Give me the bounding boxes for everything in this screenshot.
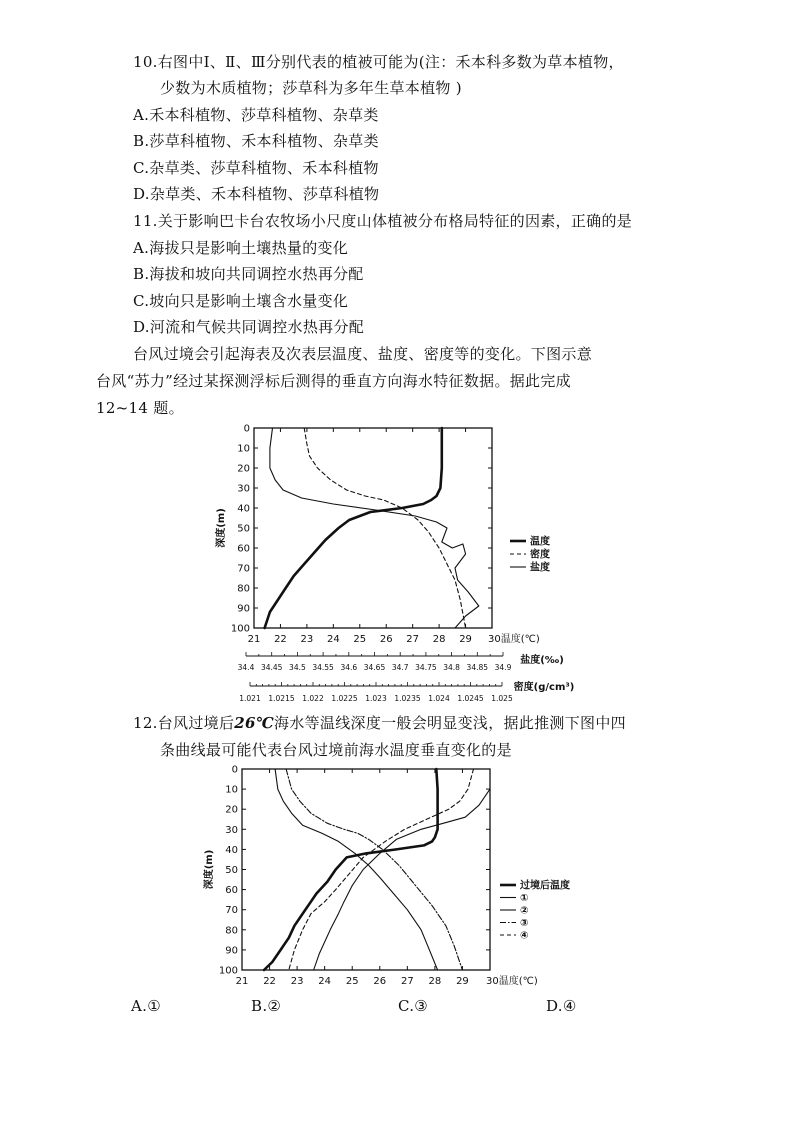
density-tick-label: 1.021: [239, 694, 261, 703]
density-tick-label: 1.024: [428, 694, 450, 703]
salinity-tick-label: 34.55: [312, 663, 334, 672]
density-tick-label: 1.023: [365, 694, 387, 703]
density-tick-label: 1.0245: [457, 694, 484, 703]
salinity-tick-label: 34.65: [363, 663, 386, 672]
q11-option-b: B.海拔和坡向共同调控水热再分配: [133, 265, 364, 283]
salinity-tick-label: 34.85: [466, 663, 489, 672]
y-tick-label: 80: [237, 583, 250, 595]
x-tick-label: 28: [432, 634, 446, 645]
y-tick-label: 60: [225, 885, 238, 897]
q11-option-d: D.河流和气候共同调控水热再分配: [133, 318, 365, 336]
series-line-5: [289, 769, 474, 970]
legend-label: ①: [520, 893, 529, 904]
salinity-axis-label: 盐度(‰): [520, 655, 564, 666]
y-tick-label: 30: [237, 483, 250, 495]
y-tick-label: 40: [225, 844, 238, 856]
density-tick-label: 1.0225: [331, 694, 358, 703]
q11-stem: 11.关于影响巴卡台农牧场小尺度山体植被分布格局特征的因素，正确的是: [133, 212, 633, 230]
x-tick-label: 28: [428, 976, 442, 987]
x-axis-label: 30温度(℃): [488, 634, 540, 645]
y-tick-label: 50: [237, 523, 250, 535]
density-tick-label: 1.0235: [394, 694, 421, 703]
legend-label: 密度: [530, 549, 550, 561]
q12-option-c: C.③: [398, 997, 429, 1015]
x-tick-label: 27: [400, 976, 414, 987]
density-axis-label: 密度(g/cm³): [513, 682, 575, 693]
y-tick-label: 20: [225, 804, 238, 816]
x-tick-label: 25: [353, 634, 367, 645]
x-axis-label: 30温度(℃): [486, 976, 538, 987]
q10-option-b: B.莎草科植物、禾本科植物、杂草类: [133, 132, 379, 150]
series-line-4: [286, 769, 462, 970]
q11-option-a: A.海拔只是影响土壤热量的变化: [133, 239, 349, 257]
y-tick-label: 50: [225, 865, 238, 876]
q12-option-b: B.②: [251, 997, 282, 1015]
x-tick-label: 21: [235, 976, 249, 987]
y-tick-label: 40: [237, 503, 250, 515]
salinity-tick-label: 34.5: [289, 663, 306, 672]
x-tick-label: 26: [379, 634, 393, 645]
q10-option-c: C.杂草类、莎草科植物、禾本科植物: [133, 159, 379, 177]
legend-label: 温度: [530, 536, 550, 548]
legend-label: ②: [520, 905, 529, 917]
salinity-tick-label: 34.7: [391, 663, 409, 672]
salinity-tick-label: 34.8: [443, 663, 460, 672]
y-tick-label: 60: [237, 543, 250, 555]
q12-stem-post: 海水等温线深度一般会明显变浅，据此推测下图中四: [274, 714, 626, 732]
plot-frame: [242, 769, 490, 970]
salinity-tick-label: 34.45: [260, 663, 283, 672]
series-line-3: [314, 789, 490, 970]
legend-label: 过境后温度: [520, 880, 570, 892]
density-tick-label: 1.022: [302, 694, 324, 703]
y-axis-label: 深度(m): [216, 508, 227, 548]
x-tick-label: 24: [318, 976, 332, 987]
y-tick-label: 0: [243, 423, 250, 435]
y-tick-label: 0: [231, 764, 238, 776]
x-tick-label: 25: [345, 976, 359, 987]
q10-stem-line1: 10.右图中Ⅰ、Ⅱ、Ⅲ分别代表的植被可能为(注：禾本科多数为草本植物，: [133, 53, 624, 71]
intro-line1: 台风过境会引起海表及次表层温度、盐度、密度等的变化。下图示意: [133, 345, 593, 363]
q10-stem-line2: 少数为木质植物；莎草科为多年生草本植物 ): [160, 79, 462, 97]
salinity-tick-label: 34.9: [494, 663, 512, 672]
q10-option-a: A.禾本科植物、莎草科植物、杂草类: [133, 106, 379, 124]
x-tick-label: 22: [263, 976, 276, 987]
series-line-2: [275, 769, 438, 970]
legend-label: ③: [520, 918, 529, 929]
y-tick-label: 30: [225, 824, 238, 836]
y-tick-label: 10: [237, 443, 250, 455]
q12-stem-line2: 条曲线最可能代表台风过境前海水温度垂直变化的是: [160, 741, 512, 759]
y-tick-label: 20: [237, 463, 250, 475]
x-tick-label: 29: [456, 976, 469, 987]
salinity-tick-label: 34.6: [340, 663, 358, 672]
density-tick-label: 1.0215: [268, 694, 295, 703]
q12-stem-pre: 12.台风过境后: [133, 714, 235, 732]
y-tick-label: 100: [230, 623, 250, 635]
q12-option-d: D.④: [546, 997, 577, 1015]
x-tick-label: 27: [406, 634, 420, 645]
y-tick-label: 80: [225, 925, 238, 937]
salinity-tick-label: 34.75: [415, 663, 437, 672]
y-tick-label: 10: [225, 784, 238, 796]
x-tick-label: 26: [373, 976, 387, 987]
q12-stem-em: 26℃: [234, 714, 275, 732]
y-axis-label: 深度(m): [204, 849, 215, 890]
y-tick-label: 90: [237, 603, 250, 615]
y-tick-label: 100: [218, 965, 238, 977]
y-tick-label: 70: [237, 563, 250, 575]
x-tick-label: 24: [326, 634, 340, 645]
series-line-1: [264, 769, 438, 970]
x-tick-label: 22: [274, 634, 287, 645]
q11-option-c: C.坡向只是影响土壤含水量变化: [133, 292, 349, 310]
q10-option-d: D.杂草类、禾本科植物、莎草科植物: [133, 185, 380, 203]
y-tick-label: 90: [225, 945, 238, 957]
density-tick-label: 1.025: [491, 694, 513, 703]
intro-line2: 台风“苏力”经过某探测浮标后测得的垂直方向海水特征数据。据此完成: [96, 372, 571, 390]
salinity-tick-label: 34.4: [237, 663, 255, 672]
x-tick-label: 23: [300, 634, 314, 645]
x-tick-label: 29: [459, 634, 472, 645]
y-tick-label: 70: [225, 905, 238, 917]
intro-line3: 12~14 题。: [96, 399, 184, 417]
legend-label: ④: [520, 930, 529, 942]
q12-option-a: A.①: [131, 997, 161, 1015]
legend-label: 盐度: [530, 562, 550, 574]
x-tick-label: 21: [247, 634, 261, 645]
x-tick-label: 23: [290, 976, 304, 987]
